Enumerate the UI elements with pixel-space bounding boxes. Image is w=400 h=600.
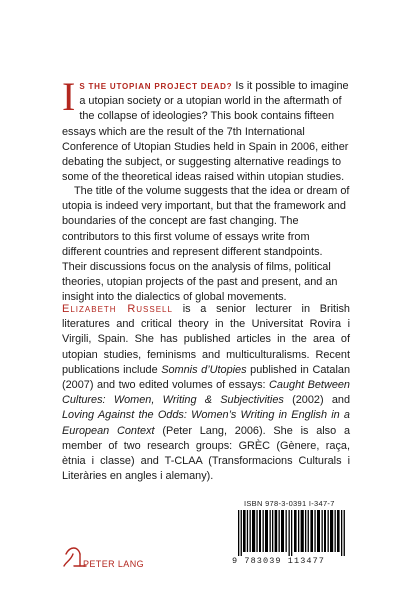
publisher-name: PETER LANG <box>83 559 145 569</box>
author-bio-text-2: published in Catalan (2007) and two edited volumes of essays: <box>62 363 350 392</box>
drop-cap: I <box>62 74 76 119</box>
title-caught-between-cultures: Caught Between Cultures: Women, Writing & Subjectivities <box>62 379 350 407</box>
barcode-number: 9 783039 113477 <box>232 556 326 566</box>
title-somnis: Somnis d’Utopies <box>161 363 247 376</box>
blurb-lead: S THE UTOPIAN PROJECT DEAD? <box>79 82 233 91</box>
author-bio-text-3: (2002) and <box>283 394 350 407</box>
barcode-image <box>238 510 348 556</box>
author-name: Elizabeth Russell <box>62 303 173 315</box>
blurb-paragraph-1 <box>62 74 350 185</box>
author-bio-text-1: is a senior lecturer in British literatures and critical theory in the Universitat Rovira i Virgili, Spain. She has published articles in the area of utopian studies, feminisms and multiculturalisms. Recent publications include <box>62 303 350 376</box>
title-loving-against-the-odds: Loving Against the Odds: Women’s Writing in English in a European Context <box>62 409 350 437</box>
blurb-paragraph-2: The title of the volume suggests that the idea or dream of utopia is indeed very important, but that the framework and boundaries of the concept are fast changing. The contributors to this first volume of essays write from different countries and represent different standpoints. Their discussions focus on the analysis of films, political theories, utopian projects of the past and present, and an insight into the dialectics of global movements. <box>62 185 350 304</box>
author-bio-text-4: (Peter Lang, 2006). She is also a member of two research groups: GRÈC (Gènere, raça, ètnia i classe) and T-CLAA (Transformacions Culturals i Literàries en angles i alemany). <box>62 424 351 483</box>
isbn-label: ISBN 978-3-0391 I-347-7 <box>244 499 335 508</box>
blurb-paragraph-1-text: Is it possible to imagine a utopian society or a utopian world in the aftermath of the collapse of ideologies? This book contains fifteen essays which are the result of the 7th International Conference of Utopian Studies held in Spain in 2006, either debating the subject, or suggesting alternative readings to some of the theoretical ideas raised within utopian studies. <box>62 80 349 184</box>
author-bio <box>62 302 350 484</box>
